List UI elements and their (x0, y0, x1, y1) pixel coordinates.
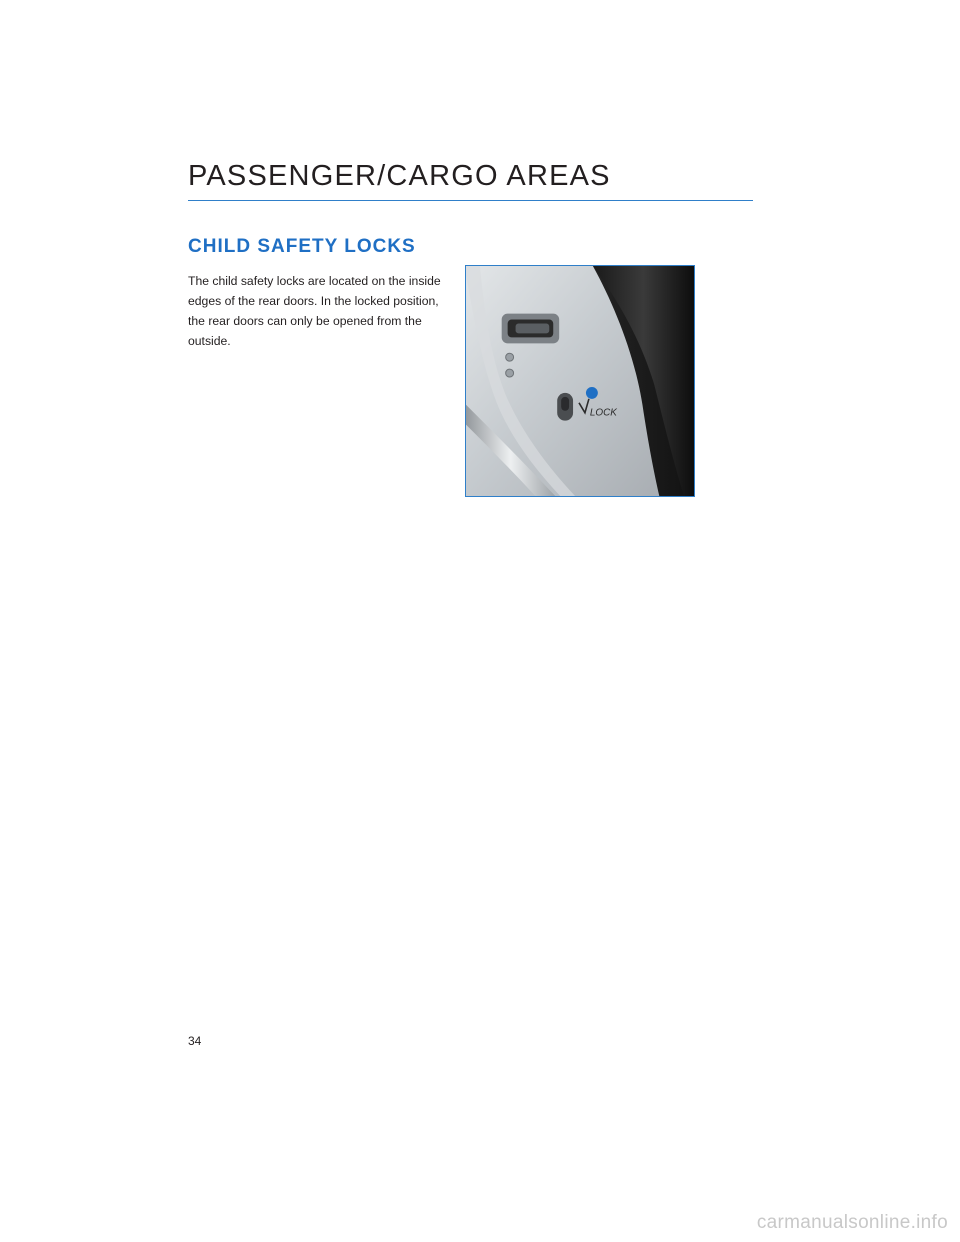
page-number: 34 (188, 1034, 202, 1048)
child-lock-lever (557, 393, 573, 421)
section-header (188, 158, 753, 201)
door-edge-illustration (466, 266, 694, 496)
door-latch (502, 314, 559, 344)
location-marker-icon (586, 387, 598, 399)
section-title: PASSENGER/CARGO AREAS (188, 160, 611, 192)
lock-label: LOCK (589, 407, 617, 419)
watermark: carmanualsonline.info (756, 1212, 948, 1233)
screw-icon (506, 353, 514, 361)
child-lock-figure (465, 265, 695, 497)
article-heading: CHILD SAFETY LOCKS (188, 236, 416, 257)
screw-icon (506, 369, 514, 377)
article-body: The child safety locks are located on the inside edges of the rear doors. In the locked position, the rear doors can only be opened from the outside. (188, 274, 441, 348)
